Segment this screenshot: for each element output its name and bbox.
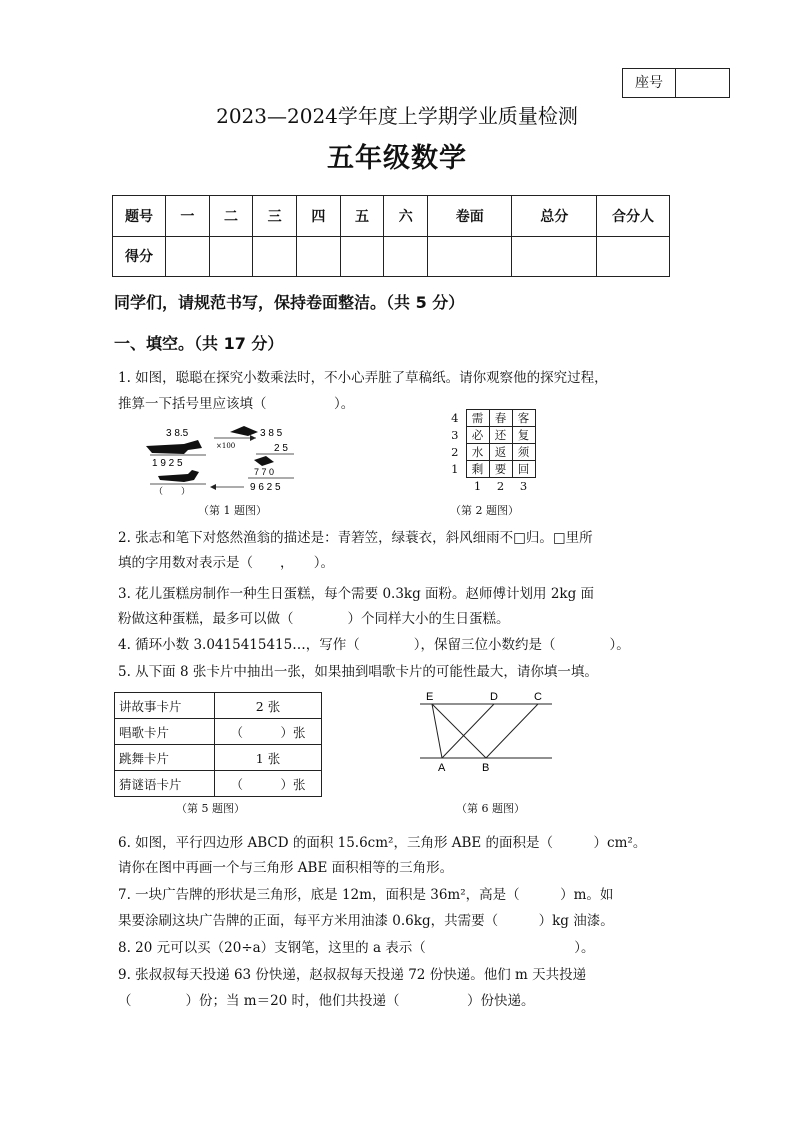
card-row [115,719,322,745]
ink-blot-3 [230,426,258,436]
score-header-cell: 题号 [113,196,166,237]
card-name: 唱歌卡片 [115,719,215,745]
grid-cell: 剩 [466,461,489,478]
q5-card-table [114,692,322,797]
ink-blot-4 [254,456,274,466]
grid-cell: 还 [489,427,512,444]
grid-cell: 必 [466,427,489,444]
section-1-title: 一、填空。（共 17 分） [114,334,284,353]
score-header-cell: 一 [166,196,210,237]
fig1-arrowhead [250,435,256,441]
grid-cell: 春 [489,410,512,427]
q2-line1: 2. 张志和笔下对悠然渔翁的描述是：青箬笠，绿蓑衣，斜风细雨不□归。□里所 [118,530,593,546]
grid-cell: 复 [512,427,535,444]
score-cell[interactable] [209,236,253,277]
grid-col-num: 3 [519,479,528,493]
exam-title: 2023—2024学年度上学期学业质量检测 [216,104,578,128]
score-header-cell: 二 [209,196,253,237]
neatness-note: 同学们，请规范书写，保持卷面整洁。（共 5 分） [114,293,465,312]
score-row [113,236,670,277]
q2-grid [444,409,536,494]
label-b: B [482,762,490,774]
card-count-blank[interactable]: （ ）张 [215,719,322,745]
segment-ad [442,704,494,758]
grid-row [444,410,535,427]
grid-row [444,444,535,461]
q8-line1: 8. 20 元可以买（20÷a）支钢笔，这里的 a 表示（ ）。 [118,940,595,956]
score-header-cell: 卷面 [428,196,512,237]
fig1-r3: 9 6 2 5 [250,482,281,493]
q2-caption: （第 2 题图） [450,504,519,517]
subject-title: 五年级数学 [327,143,467,174]
fig1-b1: 3 8 5 [260,428,283,439]
q6-parallelogram-figure [410,686,560,778]
score-header-cell: 合分人 [597,196,670,237]
score-header-cell: 四 [297,196,341,237]
grid-col-row [444,478,535,495]
card-name: 猜谜语卡片 [115,771,215,797]
grid-corner [444,478,466,495]
score-cell[interactable] [166,236,210,277]
q3-line2: 粉做这种蛋糕，最多可以做（ ）个同样大小的生日蛋糕。 [118,611,510,627]
card-row [115,745,322,771]
score-header-cell: 总分 [512,196,597,237]
grid-cell: 回 [512,461,535,478]
grid-cell: 返 [489,444,512,461]
grid-cell: 需 [466,410,489,427]
q5-line1: 5. 从下面 8 张卡片中抽出一张，如果抽到唱歌卡片的可能性最大，请你填一填。 [118,664,598,680]
card-row [115,693,322,719]
q7-line1: 7. 一块广告牌的形状是三角形，底是 12m，面积是 36m²，高是（ ）m。如 [118,887,614,903]
score-cell[interactable] [253,236,297,277]
grid-col-num: 1 [473,479,482,493]
score-cell[interactable] [297,236,341,277]
q5-caption: （第 5 题图） [176,802,245,815]
q6-line1: 6. 如图，平行四边形 ABCD 的面积 15.6cm²，三角形 ABE 的面积是（ ）cm²。 [118,835,647,851]
grid-row [444,461,535,478]
score-table [112,195,670,277]
grid-row-num: 3 [451,428,459,442]
score-cell[interactable] [340,236,384,277]
q6-line2: 请你在图中再画一个与三角形 ABE 面积相等的三角形。 [118,860,454,876]
grid-cell: 客 [512,410,535,427]
score-header-cell: 五 [340,196,384,237]
fig1-op: ×100 [216,442,236,450]
score-cell[interactable] [384,236,428,277]
grid-row [444,427,535,444]
q4-line1: 4. 循环小数 3.0415415415…，写作（ ），保留三位小数约是（ ）。 [118,637,630,653]
score-header-row [113,196,670,237]
card-name: 讲故事卡片 [115,693,215,719]
q1-figure [144,420,304,498]
card-name: 跳舞卡片 [115,745,215,771]
grid-cell: 要 [489,461,512,478]
card-count: 1 张 [215,745,322,771]
q3-line1: 3. 花儿蛋糕房制作一种生日蛋糕，每个需要 0.3kg 面粉。赵师傅计划用 2kg 面 [118,586,595,602]
q1-line1: 1. 如图，聪聪在探究小数乘法时，不小心弄脏了草稿纸。请你观察他的探究过程， [118,370,608,386]
label-a: A [438,762,446,774]
score-cell[interactable] [428,236,512,277]
fig1-a1: 3 8.5 [166,428,189,439]
q2-line2: 填的字用数对表示是（ ， ）。 [118,555,334,571]
q7-line2: 果要涂刷这块广告牌的正面，每平方米用油漆 0.6kg，共需要（ ）kg 油漆。 [118,913,614,929]
q6-caption: （第 6 题图） [456,802,525,815]
q2-figure [444,409,536,494]
label-d: D [490,691,498,703]
grid-cell: 须 [512,444,535,461]
score-row-label: 得分 [113,236,166,277]
score-cell[interactable] [512,236,597,277]
q1-caption: （第 1 题图） [198,504,267,517]
seat-field[interactable] [676,69,729,97]
fig1-paren: （ ） [154,487,191,497]
card-row [115,771,322,797]
segment-bc [486,704,538,758]
seat-number-box[interactable] [622,68,730,98]
ink-blot-1 [146,440,202,454]
score-header-cell: 六 [384,196,428,237]
grid-cell: 水 [466,444,489,461]
grid-row-num: 4 [451,411,459,425]
grid-row-num: 2 [451,445,459,459]
label-e: E [426,691,434,703]
q1-line2: 推算一下括号里应该填（ ）。 [118,396,355,412]
fig1-b2: 2 5 [274,443,288,454]
score-header-cell: 三 [253,196,297,237]
q9-line1: 9. 张叔叔每天投递 63 份快递，赵叔叔每天投递 72 份快递。他们 m 天共投递 [118,967,587,983]
card-count: 2 张 [215,693,322,719]
grid-col-num: 2 [496,479,505,493]
card-count-blank[interactable]: （ ）张 [215,771,322,797]
fig1-arrowhead [210,484,216,490]
fig1-r1: 1 9 2 5 [152,458,183,469]
seat-label: 座号 [623,69,676,97]
score-cell[interactable] [597,236,670,277]
label-c: C [534,691,542,703]
grid-row-num: 1 [451,462,459,476]
ink-blot-2 [158,470,199,482]
q9-line2: （ ）份；当 m＝20 时，他们共投递（ ）份快递。 [118,993,535,1009]
fig1-r2: 7 7 0 [254,467,275,477]
